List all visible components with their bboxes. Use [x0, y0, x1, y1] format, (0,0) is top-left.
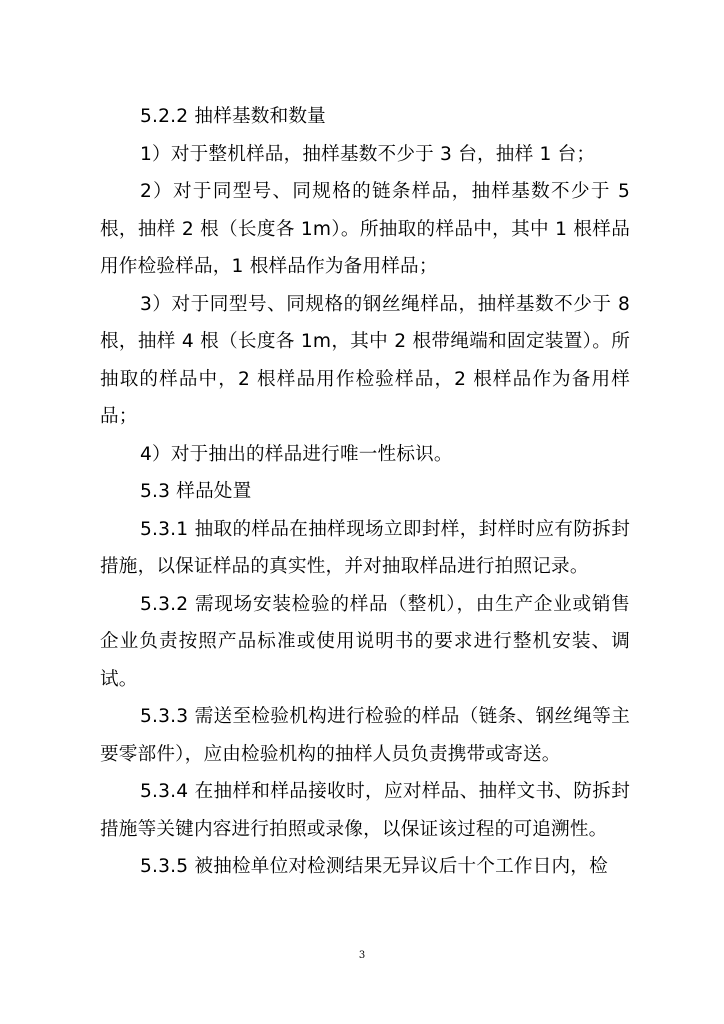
paragraph-item-3: 3）对于同型号、同规格的钢丝绳样品，抽样基数不少于 8 根，抽样 4 根（长度各 1m，其中 2 根带绳端和固定装置）。所抽取的样品中，2 根样品用作检验样品，2 根样品作为备用样品； — [100, 293, 630, 427]
page-number: 3 — [358, 950, 366, 961]
paragraph-item-1: 1）对于整机样品，抽样基数不少于 3 台，抽样 1 台； — [140, 143, 596, 165]
paragraph-item-2: 2）对于同型号、同规格的链条样品，抽样基数不少于 5 根，抽样 2 根（长度各 1m）。所抽取的样品中，其中 1 根样品用作检验样品，1 根样品作为备用样品； — [100, 181, 630, 277]
section-heading-5-2-2: 5.2.2 抽样基数和数量 — [140, 106, 326, 127]
paragraph-item-4: 4）对于抽出的样品进行唯一性标识。 — [140, 443, 453, 465]
paragraph-5-3-2: 5.3.2 需现场安装检验的样品（整机），由生产企业或销售企业负责按照产品标准或使用说明书的要求进行整机安装、调试。 — [100, 593, 630, 690]
section-heading-5-3: 5.3 样品处置 — [140, 481, 252, 502]
paragraph-5-3-4: 5.3.4 在抽样和样品接收时，应对样品、抽样文书、防拆封措施等关键内容进行拍照或录像，以保证该过程的可追溯性。 — [100, 781, 630, 840]
paragraph-5-3-5: 5.3.5 被抽检单位对检测结果无异议后十个工作日内，检 — [140, 856, 608, 877]
document-body — [100, 98, 630, 886]
paragraph-5-3-3: 5.3.3 需送至检验机构进行检验的样品（链条、钢丝绳等主要零部件），应由检验机构的抽样人员负责携带或寄送。 — [100, 706, 630, 765]
paragraph-5-3-1: 5.3.1 抽取的样品在抽样现场立即封样，封样时应有防拆封措施，以保证样品的真实性，并对抽取样品进行拍照记录。 — [100, 518, 630, 577]
